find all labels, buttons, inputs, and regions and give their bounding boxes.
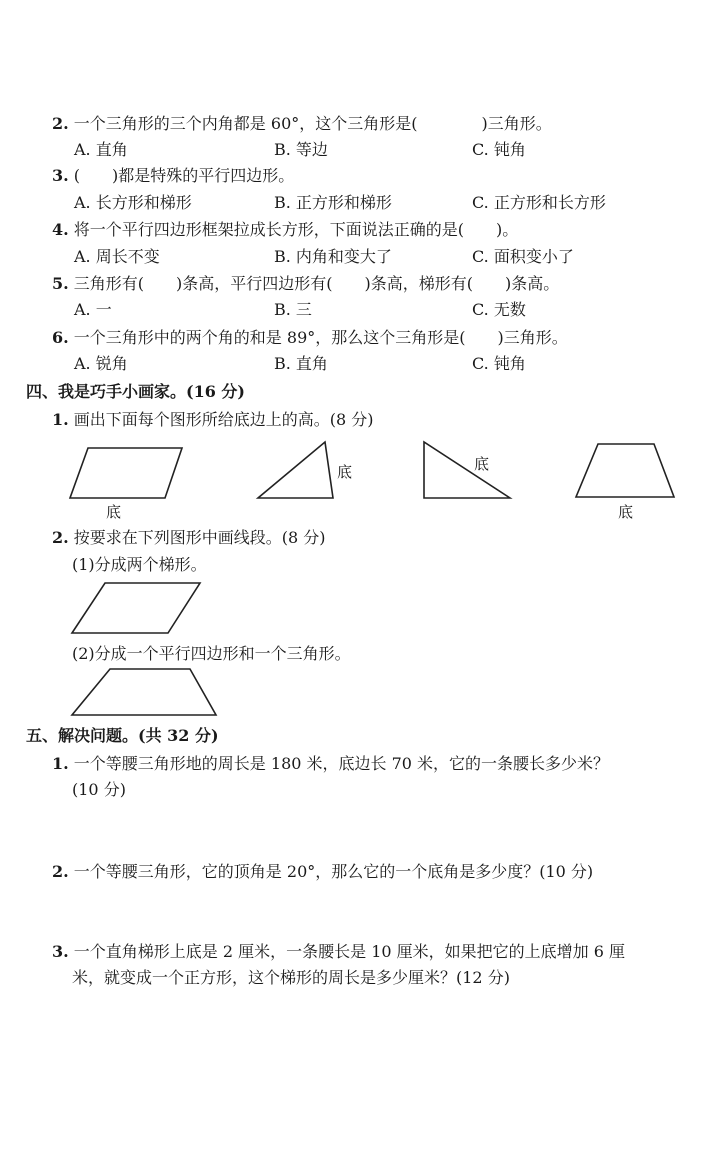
option-a: A. 一 [74, 300, 112, 319]
question-number: 3. [52, 166, 69, 185]
option-b: B. 等边 [274, 140, 328, 159]
base-label: 底 [337, 463, 353, 481]
s5-question-3 [52, 942, 625, 962]
question-text: 一个等腰三角形地的周长是 180 米，底边长 70 米，它的一条腰长多少米？ [73, 754, 610, 773]
question-text: 一个等腰三角形，它的顶角是 20°，那么它的一个底角是多少度？(10 分) [73, 862, 594, 881]
option-c: C. 钝角 [472, 354, 526, 373]
base-label: 底 [474, 455, 490, 473]
question-text: 按要求在下列图形中画线段。(8 分) [73, 528, 326, 547]
question-number: 1. [52, 754, 69, 773]
option-b: B. 内角和变大了 [274, 247, 392, 266]
option-a: A. 长方形和梯形 [74, 193, 192, 212]
base-label: 底 [618, 503, 634, 521]
question-text: ( )都是特殊的平行四边形。 [73, 166, 295, 185]
question-number: 2. [52, 862, 69, 881]
question-points: (10 分) [72, 780, 126, 799]
option-c: C. 面积变小了 [472, 247, 574, 266]
question-text-continued: 米，就变成一个正方形，这个梯形的周长是多少厘米？(12 分) [72, 968, 510, 987]
question-number: 6. [52, 328, 69, 347]
base-label: 底 [106, 503, 122, 521]
option-c: C. 无数 [472, 300, 526, 319]
sub-question-1: (1)分成两个梯形。 [72, 555, 207, 574]
option-c: C. 正方形和长方形 [472, 193, 606, 212]
trapezoid-draw-shape[interactable] [72, 669, 216, 715]
s5-question-1 [52, 754, 609, 774]
question-number: 1. [52, 410, 69, 429]
option-b: B. 正方形和梯形 [274, 193, 392, 212]
option-b: B. 三 [274, 300, 312, 319]
section-5-title: 五、解决问题。(共 32 分) [26, 726, 219, 745]
sub-question-2: (2)分成一个平行四边形和一个三角形。 [72, 644, 351, 663]
option-a: A. 锐角 [74, 354, 128, 373]
parallelogram-draw-shape[interactable] [72, 583, 200, 633]
option-c: C. 钝角 [472, 140, 526, 159]
question-number: 4. [52, 220, 69, 239]
question-text: 一个三角形中的两个角的和是 89°，那么这个三角形是( )三角形。 [73, 328, 568, 347]
question-text: 将一个平行四边形框架拉成长方形，下面说法正确的是( )。 [73, 220, 519, 239]
question-number: 2. [52, 528, 69, 547]
section-4-title: 四、我是巧手小画家。(16 分) [26, 382, 245, 401]
question-text: 一个三角形的三个内角都是 60°，这个三角形是( )三角形。 [73, 114, 552, 133]
option-a: A. 周长不变 [74, 247, 160, 266]
s5-question-2 [52, 862, 593, 882]
question-number: 5. [52, 274, 69, 293]
question-number: 2. [52, 114, 69, 133]
question-text: 一个直角梯形上底是 2 厘米，一条腰长是 10 厘米，如果把它的上底增加 6 厘 [73, 942, 626, 961]
option-b: B. 直角 [274, 354, 328, 373]
question-number: 3. [52, 942, 69, 961]
question-text: 三角形有( )条高，平行四边形有( )条高，梯形有( )条高。 [73, 274, 560, 293]
question-text: 画出下面每个图形所给底边上的高。(8 分) [73, 410, 374, 429]
option-a: A. 直角 [74, 140, 128, 159]
